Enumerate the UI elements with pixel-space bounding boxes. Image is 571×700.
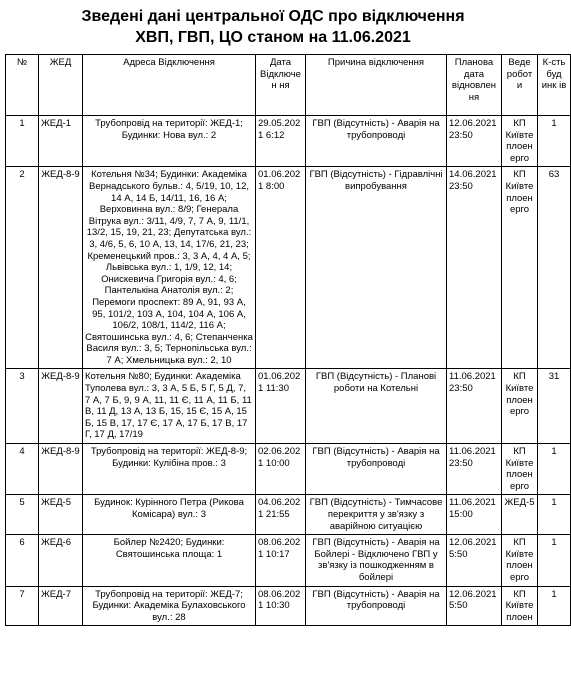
table-row [6, 586, 571, 626]
cell-reason: ГВП (Відсутність) - Гідравлічні випробування [306, 167, 447, 369]
cell-num: 7 [6, 586, 39, 626]
cell-date-off: 01.06.2021 8:00 [256, 167, 306, 369]
cell-zhed: ЖЕД-5 [39, 495, 83, 535]
cell-num: 4 [6, 444, 39, 495]
cell-date-off: 02.06.2021 10:00 [256, 444, 306, 495]
cell-zhed: ЖЕД-8-9 [39, 369, 83, 444]
header-count: К-сть буд инк ів [538, 55, 571, 116]
cell-date-on: 12.06.2021 23:50 [447, 116, 502, 167]
cell-reason: ГВП (Відсутність) - Планові роботи на Котельні [306, 369, 447, 444]
cell-date-off: 08.06.2021 10:17 [256, 535, 306, 586]
cell-zhed: ЖЕД-6 [39, 535, 83, 586]
cell-num: 2 [6, 167, 39, 369]
cell-count: 1 [538, 444, 571, 495]
cell-worker: КП Київте плоен ерго [502, 116, 538, 167]
cell-count: 1 [538, 535, 571, 586]
cell-zhed: ЖЕД-1 [39, 116, 83, 167]
cell-zhed: ЖЕД-8-9 [39, 167, 83, 369]
cell-zhed: ЖЕД-8-9 [39, 444, 83, 495]
cell-reason: ГВП (Відсутність) - Аварія на трубопроводі [306, 586, 447, 626]
header-reason: Причина відключення [306, 55, 447, 116]
header-worker: Веде робот и [502, 55, 538, 116]
table-row [6, 369, 571, 444]
outage-table [5, 54, 571, 626]
title-line-1: Зведені дані центральної ОДС про відключення [81, 8, 465, 25]
cell-address: Трубопровід на території: ЖЕД-1; Будинки: Нова вул.: 2 [83, 116, 256, 167]
cell-date-on: 12.06.2021 5:50 [447, 586, 502, 626]
cell-date-on: 11.06.2021 23:50 [447, 369, 502, 444]
cell-address: Котельня №34; Будинки: Академіка Вернадського бульв.: 4, 5/19, 10, 12, 14 А, 14 Б, 14/11, 16, 16 А; Верховинна вул.: 8/9; Генерала Вітрука вул.: 3/11, 4/9, 7, 7 А, 9, 11/1, 13/2, 15, 19, 21, 23; Депутатська вул.: 3, 4/6, 5, 6, 10 А, 13, 14, 17/6, 21, 23; Кременецький пров.: 3, 3 А, 4, 4 А, 5; Львівська вул.: 1, 1/9, 12, 14; Онискевича Григорія вул.: 4, 6; Пантелькіна Анатолія вул.: 2; Перемоги проспект: 89 А, 91, 93 А, 95, 101/2, 103 А, 104, 104 А, 106 А, 106/2, 108/1, 114/2, 116 А; Святошинська вул.: 4, 6; Степанченка Василя вул.: 3, 5; Тернопільська вул.: 7 А; Хмельницька вул.: 2, 10 [83, 167, 256, 369]
cell-reason: ГВП (Відсутність) - Тимчасове перекриття у зв'язку з аварійною ситуацією [306, 495, 447, 535]
title-line-2: ХВП, ГВП, ЦО станом на 11.06.2021 [135, 29, 411, 46]
table-row [6, 116, 571, 167]
cell-count: 1 [538, 586, 571, 626]
cell-count: 1 [538, 116, 571, 167]
header-date-on: Планова дата відновлен ня [447, 55, 502, 116]
cell-worker: КП Київте плоен ерго [502, 369, 538, 444]
cell-num: 5 [6, 495, 39, 535]
header-zhed: ЖЕД [39, 55, 83, 116]
header-num: № [6, 55, 39, 116]
cell-address: Трубопровід на території: ЖЕД-8-9; Будинки: Кулібіна пров.: 3 [83, 444, 256, 495]
document-title [0, 0, 546, 48]
cell-reason: ГВП (Відсутність) - Аварія на трубопроводі [306, 444, 447, 495]
cell-address: Котельня №80; Будинки: Академіка Туполева вул.: 3, 3 А, 5 Б, 5 Г, 5 Д, 7, 7 А, 7 Б, 9, 9 А, 11, 11 Є, 11 А, 11 Б, 11 В, 11 Д, 13 А, 13 Б, 15, 15 Є, 15 А, 15 Б, 15 В, 17, 17 Є, 17 А, 17 Б, 17 В, 17 Г, 17 Д, 17/19 [83, 369, 256, 444]
cell-date-on: 11.06.2021 23:50 [447, 444, 502, 495]
header-date-off: Дата Відключен ня [256, 55, 306, 116]
table-header-row [6, 55, 571, 116]
cell-worker: КП Київте плоен ерго [502, 167, 538, 369]
cell-date-off: 08.06.2021 10:30 [256, 586, 306, 626]
cell-worker: ЖЕД-5 [502, 495, 538, 535]
table-row [6, 167, 571, 369]
cell-zhed: ЖЕД-7 [39, 586, 83, 626]
cell-date-off: 04.06.2021 21:55 [256, 495, 306, 535]
cell-count: 31 [538, 369, 571, 444]
header-address: Адреса Відключення [83, 55, 256, 116]
cell-worker: КП Київте плоен ерго [502, 535, 538, 586]
cell-address: Будинок: Курінного Петра (Рикова Комісара) вул.: 3 [83, 495, 256, 535]
cell-worker: КП Київте плоен ерго [502, 444, 538, 495]
table-row [6, 535, 571, 586]
table-row [6, 444, 571, 495]
cell-worker: КП Київте плоен [502, 586, 538, 626]
cell-count: 1 [538, 495, 571, 535]
cell-reason: ГВП (Відсутність) - Аварія на трубопроводі [306, 116, 447, 167]
cell-address: Трубопровід на території: ЖЕД-7; Будинки: Академіка Булаховського вул.: 28 [83, 586, 256, 626]
cell-address: Бойлер №2420; Будинки: Святошинська площа: 1 [83, 535, 256, 586]
cell-date-on: 12.06.2021 5:50 [447, 535, 502, 586]
table-row [6, 495, 571, 535]
cell-num: 6 [6, 535, 39, 586]
cell-reason: ГВП (Відсутність) - Аварія на Бойлері - Відключено ГВП у зв'язку із пошкодженням в бойлері [306, 535, 447, 586]
cell-date-off: 01.06.2021 11:30 [256, 369, 306, 444]
cell-num: 3 [6, 369, 39, 444]
cell-date-off: 29.05.2021 6:12 [256, 116, 306, 167]
cell-count: 63 [538, 167, 571, 369]
cell-num: 1 [6, 116, 39, 167]
cell-date-on: 14.06.2021 23:50 [447, 167, 502, 369]
cell-date-on: 11.06.2021 15:00 [447, 495, 502, 535]
